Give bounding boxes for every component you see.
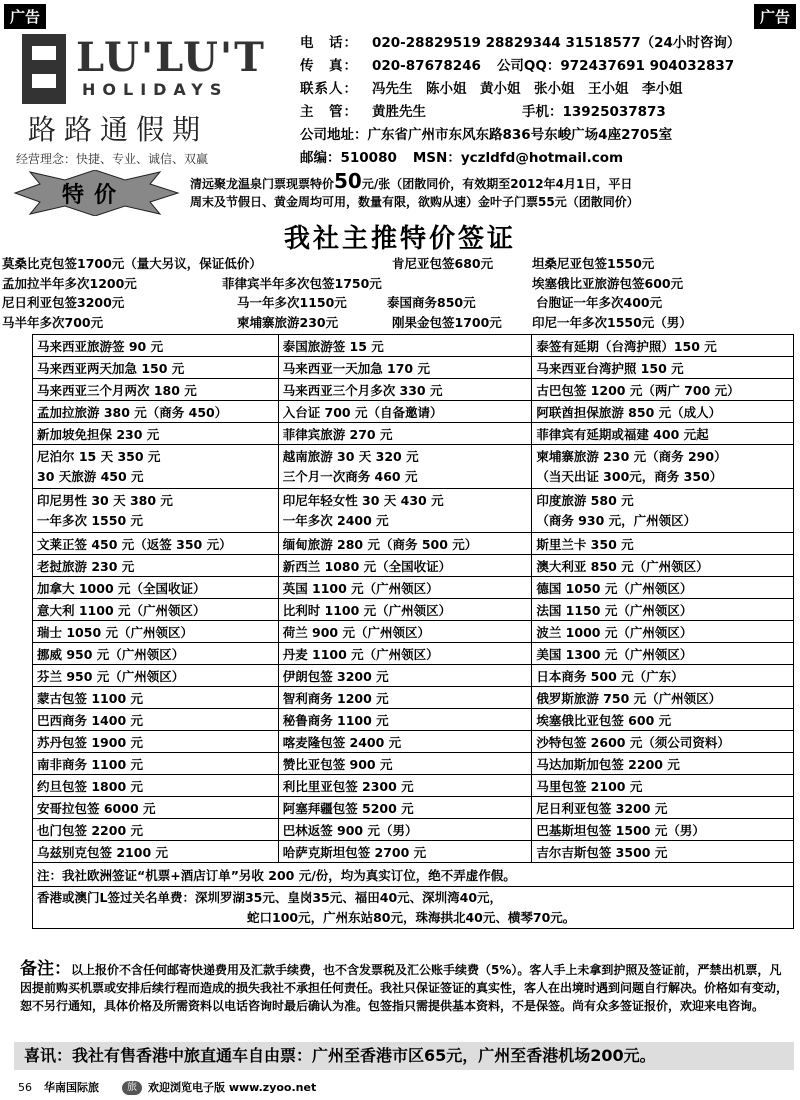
publication-badge-icon: 旅 — [122, 1081, 142, 1095]
visa-price-cell — [532, 423, 794, 445]
visa-price-text: 澳大利亚 850 元（广州领区） — [536, 558, 709, 574]
table-note-row — [33, 863, 794, 887]
visa-price-cell — [33, 401, 279, 423]
visa-price-cell — [33, 643, 279, 665]
main-title: 我社主推特价签证 — [283, 224, 516, 254]
visa-price-cell — [33, 445, 279, 489]
website-link[interactable]: 欢迎浏览电子版 www.zyoo.net — [148, 1081, 317, 1094]
visa-price-text: 古巴包签 1200 元（两广 700 元） — [536, 382, 740, 398]
featured-item: 印尼一年多次1550元（男） — [532, 314, 692, 330]
visa-price-text: 南非商务 1100 元 — [37, 756, 143, 772]
table-row — [33, 841, 794, 863]
visa-price-text: 菲律宾旅游 270 元 — [282, 426, 393, 442]
visa-price-text: 巴基斯坦包签 1500 元（男） — [536, 822, 705, 838]
featured-row — [2, 293, 792, 313]
table-row — [33, 357, 794, 379]
visa-price-text: 芬兰 950 元（广州领区） — [37, 668, 185, 684]
business-motto: 经营理念：快捷、专业、诚信、双赢 — [16, 152, 209, 166]
featured-row — [2, 313, 792, 333]
promo-line1-b: 元/张（团散同价，有效期至2012年4月1日，平日 — [361, 177, 633, 191]
logo-s-icon — [22, 34, 66, 104]
visa-price-text: 荷兰 900 元（广州领区） — [282, 624, 430, 640]
visa-price-text: 丹麦 1100 元（广州领区） — [282, 646, 439, 662]
visa-price-text: 印尼年轻女性 30 天 430 元 — [282, 492, 444, 508]
visa-price-cell — [33, 819, 279, 841]
visa-price-text: 马来西亚三个月多次 330 元 — [282, 382, 443, 398]
table-row — [33, 423, 794, 445]
visa-price-text: （商务 930 元，广州领区） — [536, 512, 697, 528]
visa-price-text: 乌兹别克包签 2100 元 — [37, 844, 168, 860]
visa-price-cell — [33, 357, 279, 379]
visa-price-cell — [278, 775, 532, 797]
contact-people-row — [300, 78, 795, 101]
table-row — [33, 709, 794, 731]
table-row — [33, 753, 794, 775]
visa-price-cell — [532, 335, 794, 357]
visa-price-text: 巴林返签 900 元（男） — [282, 822, 418, 838]
qq-label: 公司QQ： — [496, 58, 561, 74]
table-row — [33, 489, 794, 533]
visa-price-cell — [278, 533, 532, 555]
logo-chinese-name: 路路通假期 — [28, 113, 209, 146]
postcode-label: 邮编： — [300, 150, 341, 166]
visa-price-text: 菲律宾有延期或福建 400 元起 — [536, 426, 709, 442]
visa-price-text: 一年多次 1550 元 — [37, 512, 143, 528]
visa-price-cell — [278, 819, 532, 841]
featured-item: 马半年多次700元 — [2, 314, 104, 330]
qq-value: 972437691 904032837 — [560, 58, 735, 74]
visa-price-cell — [532, 643, 794, 665]
hk-fee-row — [33, 887, 794, 929]
visa-price-text: 印度旅游 580 元 — [536, 492, 634, 508]
visa-price-text: 美国 1300 元（广州领区） — [536, 646, 693, 662]
visa-price-cell — [33, 687, 279, 709]
visa-price-text: 孟加拉旅游 380 元（商务 450） — [37, 404, 228, 420]
visa-price-text: 德国 1050 元（广州领区） — [536, 580, 693, 596]
manager-value: 黄胜先生 — [372, 104, 426, 120]
table-row — [33, 819, 794, 841]
table-row — [33, 621, 794, 643]
visa-price-text: 30 天旅游 450 元 — [37, 468, 144, 484]
manager-row — [300, 101, 795, 124]
featured-item: 坦桑尼亚包签1550元 — [532, 256, 655, 271]
visa-price-text: 柬埔寨旅游 230 元（商务 290） — [536, 448, 727, 464]
hk-fee-line2: 蛇口100元，广州东站80元，珠海拱北40元、横琴70元。 — [247, 909, 576, 925]
visa-price-cell — [33, 709, 279, 731]
table-note: 注：我社欧洲签证“机票+酒店订单”另收 200 元/份，均为真实订位，绝不弄虚作假。 — [33, 863, 794, 887]
visa-price-cell — [278, 555, 532, 577]
visa-price-cell — [278, 357, 532, 379]
visa-price-cell — [532, 489, 794, 533]
visa-price-cell — [532, 841, 794, 863]
visa-price-cell — [278, 577, 532, 599]
visa-price-cell — [278, 687, 532, 709]
visa-price-cell — [33, 841, 279, 863]
company-logo — [16, 30, 296, 170]
table-row — [33, 577, 794, 599]
visa-price-cell — [278, 665, 532, 687]
visa-price-cell — [278, 423, 532, 445]
visa-price-text: 意大利 1100 元（广州领区） — [37, 602, 206, 618]
visa-price-text: 泰国旅游签 15 元 — [282, 338, 384, 354]
visa-price-text: 印尼男性 30 天 380 元 — [37, 492, 173, 508]
visa-price-text: 苏丹包签 1900 元 — [37, 734, 143, 750]
visa-price-text: 尼泊尔 15 天 350 元 — [37, 448, 161, 464]
visa-price-text: 哈萨克斯坦包签 2700 元 — [282, 844, 427, 860]
ad-tag-left: 广告 — [4, 4, 46, 29]
table-row — [33, 401, 794, 423]
visa-price-text: 新加坡免担保 230 元 — [37, 426, 160, 442]
featured-item: 莫桑比克包签1700元（量大另议，保证低价） — [2, 256, 262, 271]
visa-price-text: 文莱正签 450 元（返签 350 元） — [37, 536, 232, 552]
ad-tag-right: 广告 — [754, 4, 796, 29]
visa-price-cell — [278, 599, 532, 621]
table-row — [33, 775, 794, 797]
featured-row — [2, 274, 792, 294]
visa-price-cell — [532, 555, 794, 577]
featured-item: 台胞证一年多次400元 — [536, 295, 663, 310]
visa-price-cell — [33, 489, 279, 533]
visa-price-text: 波兰 1000 元（广州领区） — [536, 624, 693, 640]
visa-price-text: 也门包签 2200 元 — [37, 822, 143, 838]
visa-price-cell — [33, 423, 279, 445]
visa-price-text: 马来西亚台湾护照 150 元 — [536, 360, 684, 376]
table-row — [33, 599, 794, 621]
phone-row — [300, 32, 795, 55]
visa-price-table — [32, 334, 794, 929]
postcode-row — [300, 147, 795, 170]
visa-price-text: 日本商务 500 元（广东） — [536, 668, 684, 684]
visa-price-cell — [278, 709, 532, 731]
visa-price-text: 埃塞俄比亚包签 600 元 — [536, 712, 672, 728]
visa-price-cell — [532, 819, 794, 841]
hk-fee-line1: 香港或澳门L签过关名单费：深圳罗湖35元、皇岗35元、福田40元、深圳湾40元， — [37, 889, 503, 905]
visa-price-text: 越南旅游 30 天 320 元 — [282, 448, 419, 464]
fax-label: 传 真： — [300, 58, 358, 74]
visa-price-text: 智利商务 1200 元 — [282, 690, 389, 706]
visa-price-text: 三个月一次商务 460 元 — [282, 468, 418, 484]
visa-price-cell — [33, 577, 279, 599]
visa-price-text: 新西兰 1080 元（全国收证） — [282, 558, 452, 574]
visa-price-text: 利比里亚包签 2300 元 — [282, 778, 414, 794]
visa-price-text: 尼日利亚包签 3200 元 — [536, 800, 668, 816]
visa-price-cell — [33, 753, 279, 775]
address-row — [300, 124, 795, 147]
table-row — [33, 797, 794, 819]
visa-price-text: （当天出证 300元，商务 350） — [536, 468, 723, 484]
visa-price-cell — [33, 379, 279, 401]
visa-price-text: 法国 1150 元（广州领区） — [536, 602, 693, 618]
visa-price-cell — [33, 775, 279, 797]
visa-price-cell — [532, 621, 794, 643]
postcode-value: 510080 — [340, 150, 397, 166]
visa-price-cell — [33, 621, 279, 643]
visa-price-cell — [532, 357, 794, 379]
visa-price-cell — [278, 797, 532, 819]
visa-price-text: 马来西亚一天加急 170 元 — [282, 360, 430, 376]
visa-price-text: 加拿大 1000 元（全国收证） — [37, 580, 206, 596]
visa-price-cell — [278, 335, 532, 357]
table-row — [33, 533, 794, 555]
visa-price-cell — [532, 401, 794, 423]
visa-price-cell — [278, 379, 532, 401]
visa-price-cell — [33, 335, 279, 357]
people-value: 冯先生 陈小姐 黄小姐 张小姐 王小姐 李小姐 — [372, 81, 683, 97]
visa-price-cell — [33, 797, 279, 819]
visa-price-text: 马里包签 2100 元 — [536, 778, 643, 794]
page-footer — [18, 1080, 798, 1096]
visa-price-cell — [532, 533, 794, 555]
visa-price-cell — [532, 577, 794, 599]
visa-price-cell — [278, 489, 532, 533]
visa-price-cell — [33, 665, 279, 687]
featured-visa-list — [2, 254, 792, 332]
featured-item: 菲律宾半年多次包签1750元 — [222, 275, 382, 291]
msn-label: MSN： — [412, 150, 461, 166]
featured-item: 刚果金包签1700元 — [392, 314, 502, 330]
header — [0, 24, 800, 172]
visa-price-text: 俄罗斯旅游 750 元（广州领区） — [536, 690, 722, 706]
visa-price-text: 沙特包签 2600 元（须公司资料） — [536, 734, 730, 750]
table-row — [33, 555, 794, 577]
visa-price-text: 比利时 1100 元（广州领区） — [282, 602, 452, 618]
remark-body: 以上报价不含任何邮寄快递费用及汇款手续费，也不含发票税及汇公账手续费（5%）。客人手上未拿到护照及签证前，严禁出机票，凡因提前购买机票或安排后续行程而造成的损失我社不承担任何责任。我社只保证签证的真实性，客人在出境时遇到问题自行解决。价格如有变动，恕不另行通知，具体价格及所需资料以电话咨询时最后确认为准。包签指只需提供基本资料，不是保签。尚有众多签证报价，欢迎来电咨询。 — [20, 963, 789, 1013]
visa-price-text: 吉尔吉斯包签 3500 元 — [536, 844, 668, 860]
featured-item: 肯尼亚包签680元 — [392, 256, 494, 271]
visa-price-cell — [532, 731, 794, 753]
visa-price-text: 老挝旅游 230 元 — [37, 558, 135, 574]
address-label: 公司地址： — [300, 127, 368, 143]
visa-price-cell — [532, 599, 794, 621]
fax-value: 020-87678246 — [372, 58, 481, 74]
address-value: 广东省广州市东风东路836号东峻广场4座2705室 — [367, 127, 673, 143]
visa-price-text: 巴西商务 1400 元 — [37, 712, 143, 728]
visa-price-text: 马来西亚两天加急 150 元 — [37, 360, 185, 376]
phone-label: 电 话： — [300, 35, 358, 51]
featured-item: 马一年多次1150元 — [237, 295, 347, 310]
special-offer-banner — [0, 170, 800, 216]
visa-price-cell — [33, 599, 279, 621]
table-row — [33, 379, 794, 401]
phone-value: 020-28829519 28829344 31518577（24小时咨询） — [372, 35, 741, 51]
visa-price-cell — [278, 753, 532, 775]
table-row — [33, 687, 794, 709]
visa-price-text: 喀麦隆包签 2400 元 — [282, 734, 402, 750]
visa-price-cell — [33, 555, 279, 577]
visa-price-cell — [532, 665, 794, 687]
visa-price-text: 伊朗包签 3200 元 — [282, 668, 389, 684]
visa-price-text: 蒙古包签 1100 元 — [37, 690, 143, 706]
visa-price-cell — [532, 445, 794, 489]
featured-item: 柬埔寨旅游230元 — [237, 314, 339, 330]
table-row — [33, 665, 794, 687]
visa-price-text: 一年多次 2400 元 — [282, 512, 389, 528]
contact-block — [300, 32, 795, 170]
visa-price-text: 马来西亚旅游签 90 元 — [37, 338, 164, 354]
mobile-value: 13925037873 — [562, 104, 666, 120]
visa-price-cell — [33, 533, 279, 555]
good-news-banner: 喜讯：我社有售香港中旅直通车自由票：广州至香港市区65元，广州至香港机场200元。 — [14, 1042, 794, 1070]
visa-price-text: 约旦包签 1800 元 — [37, 778, 143, 794]
featured-item: 孟加拉半年多次1200元 — [2, 275, 137, 291]
visa-price-text: 入台证 700 元（自备邀请） — [282, 404, 443, 420]
featured-item: 尼日利亚包签3200元 — [2, 295, 125, 310]
visa-price-cell — [278, 643, 532, 665]
fax-row — [300, 55, 795, 78]
manager-label: 主 管： — [300, 104, 358, 120]
visa-price-cell — [278, 731, 532, 753]
visa-price-text: 挪威 950 元（广州领区） — [37, 646, 185, 662]
logo-subtitle: HOLIDAYS — [82, 80, 229, 99]
visa-price-cell — [532, 687, 794, 709]
publication-name: 华南国际旅 — [44, 1081, 99, 1094]
msn-value[interactable]: yczldfd@hotmail.com — [460, 150, 624, 166]
visa-price-cell — [532, 379, 794, 401]
visa-price-cell — [278, 621, 532, 643]
visa-price-cell — [278, 445, 532, 489]
remark-heading: 备注： — [20, 959, 71, 979]
promo-line1-a: 清远聚龙温泉门票现票特价 — [190, 177, 335, 191]
mobile-label: 手机： — [522, 104, 563, 120]
table-row — [33, 731, 794, 753]
visa-price-cell — [33, 731, 279, 753]
promo-line2: 周末及节假日、黄金周均可用，数量有限，欲购从速）金叶子门票55元（团散同价） — [190, 195, 639, 209]
visa-price-text: 阿联酋担保旅游 850 元（成人） — [536, 404, 722, 420]
visa-price-text: 瑞士 1050 元（广州领区） — [37, 624, 193, 640]
table-row — [33, 643, 794, 665]
visa-price-text: 缅甸旅游 280 元（商务 500 元） — [282, 536, 478, 552]
visa-price-cell — [278, 841, 532, 863]
logo-brand: LU'LU'T — [76, 34, 266, 81]
visa-price-cell — [278, 401, 532, 423]
visa-price-cell — [532, 775, 794, 797]
featured-row — [2, 254, 792, 274]
visa-price-cell — [532, 709, 794, 731]
visa-price-text: 斯里兰卡 350 元 — [536, 536, 634, 552]
visa-price-text: 安哥拉包签 6000 元 — [37, 800, 156, 816]
visa-price-text: 英国 1100 元（广州领区） — [282, 580, 439, 596]
visa-price-text: 马来西亚三个月两次 180 元 — [37, 382, 197, 398]
table-row — [33, 335, 794, 357]
page-number: 56 — [18, 1081, 32, 1094]
special-offer-badge: 特价 — [62, 183, 127, 208]
visa-price-text: 马达加斯加包签 2200 元 — [536, 756, 680, 772]
people-label: 联系人： — [300, 81, 358, 97]
visa-price-text: 阿塞拜疆包签 5200 元 — [282, 800, 414, 816]
featured-item: 埃塞俄比亚旅游包签600元 — [532, 275, 684, 291]
promo-price: 50 — [334, 169, 362, 193]
visa-price-text: 秘鲁商务 1100 元 — [282, 712, 389, 728]
featured-item: 泰国商务850元 — [387, 295, 476, 310]
visa-price-cell — [532, 753, 794, 775]
table-row — [33, 445, 794, 489]
hk-fee-cell — [33, 887, 794, 929]
visa-price-text: 赞比亚包签 900 元 — [282, 756, 393, 772]
special-offer-text — [190, 169, 790, 211]
visa-price-text: 泰签有延期（台湾护照）150 元 — [536, 338, 717, 354]
visa-price-cell — [532, 797, 794, 819]
remarks — [20, 960, 790, 1015]
